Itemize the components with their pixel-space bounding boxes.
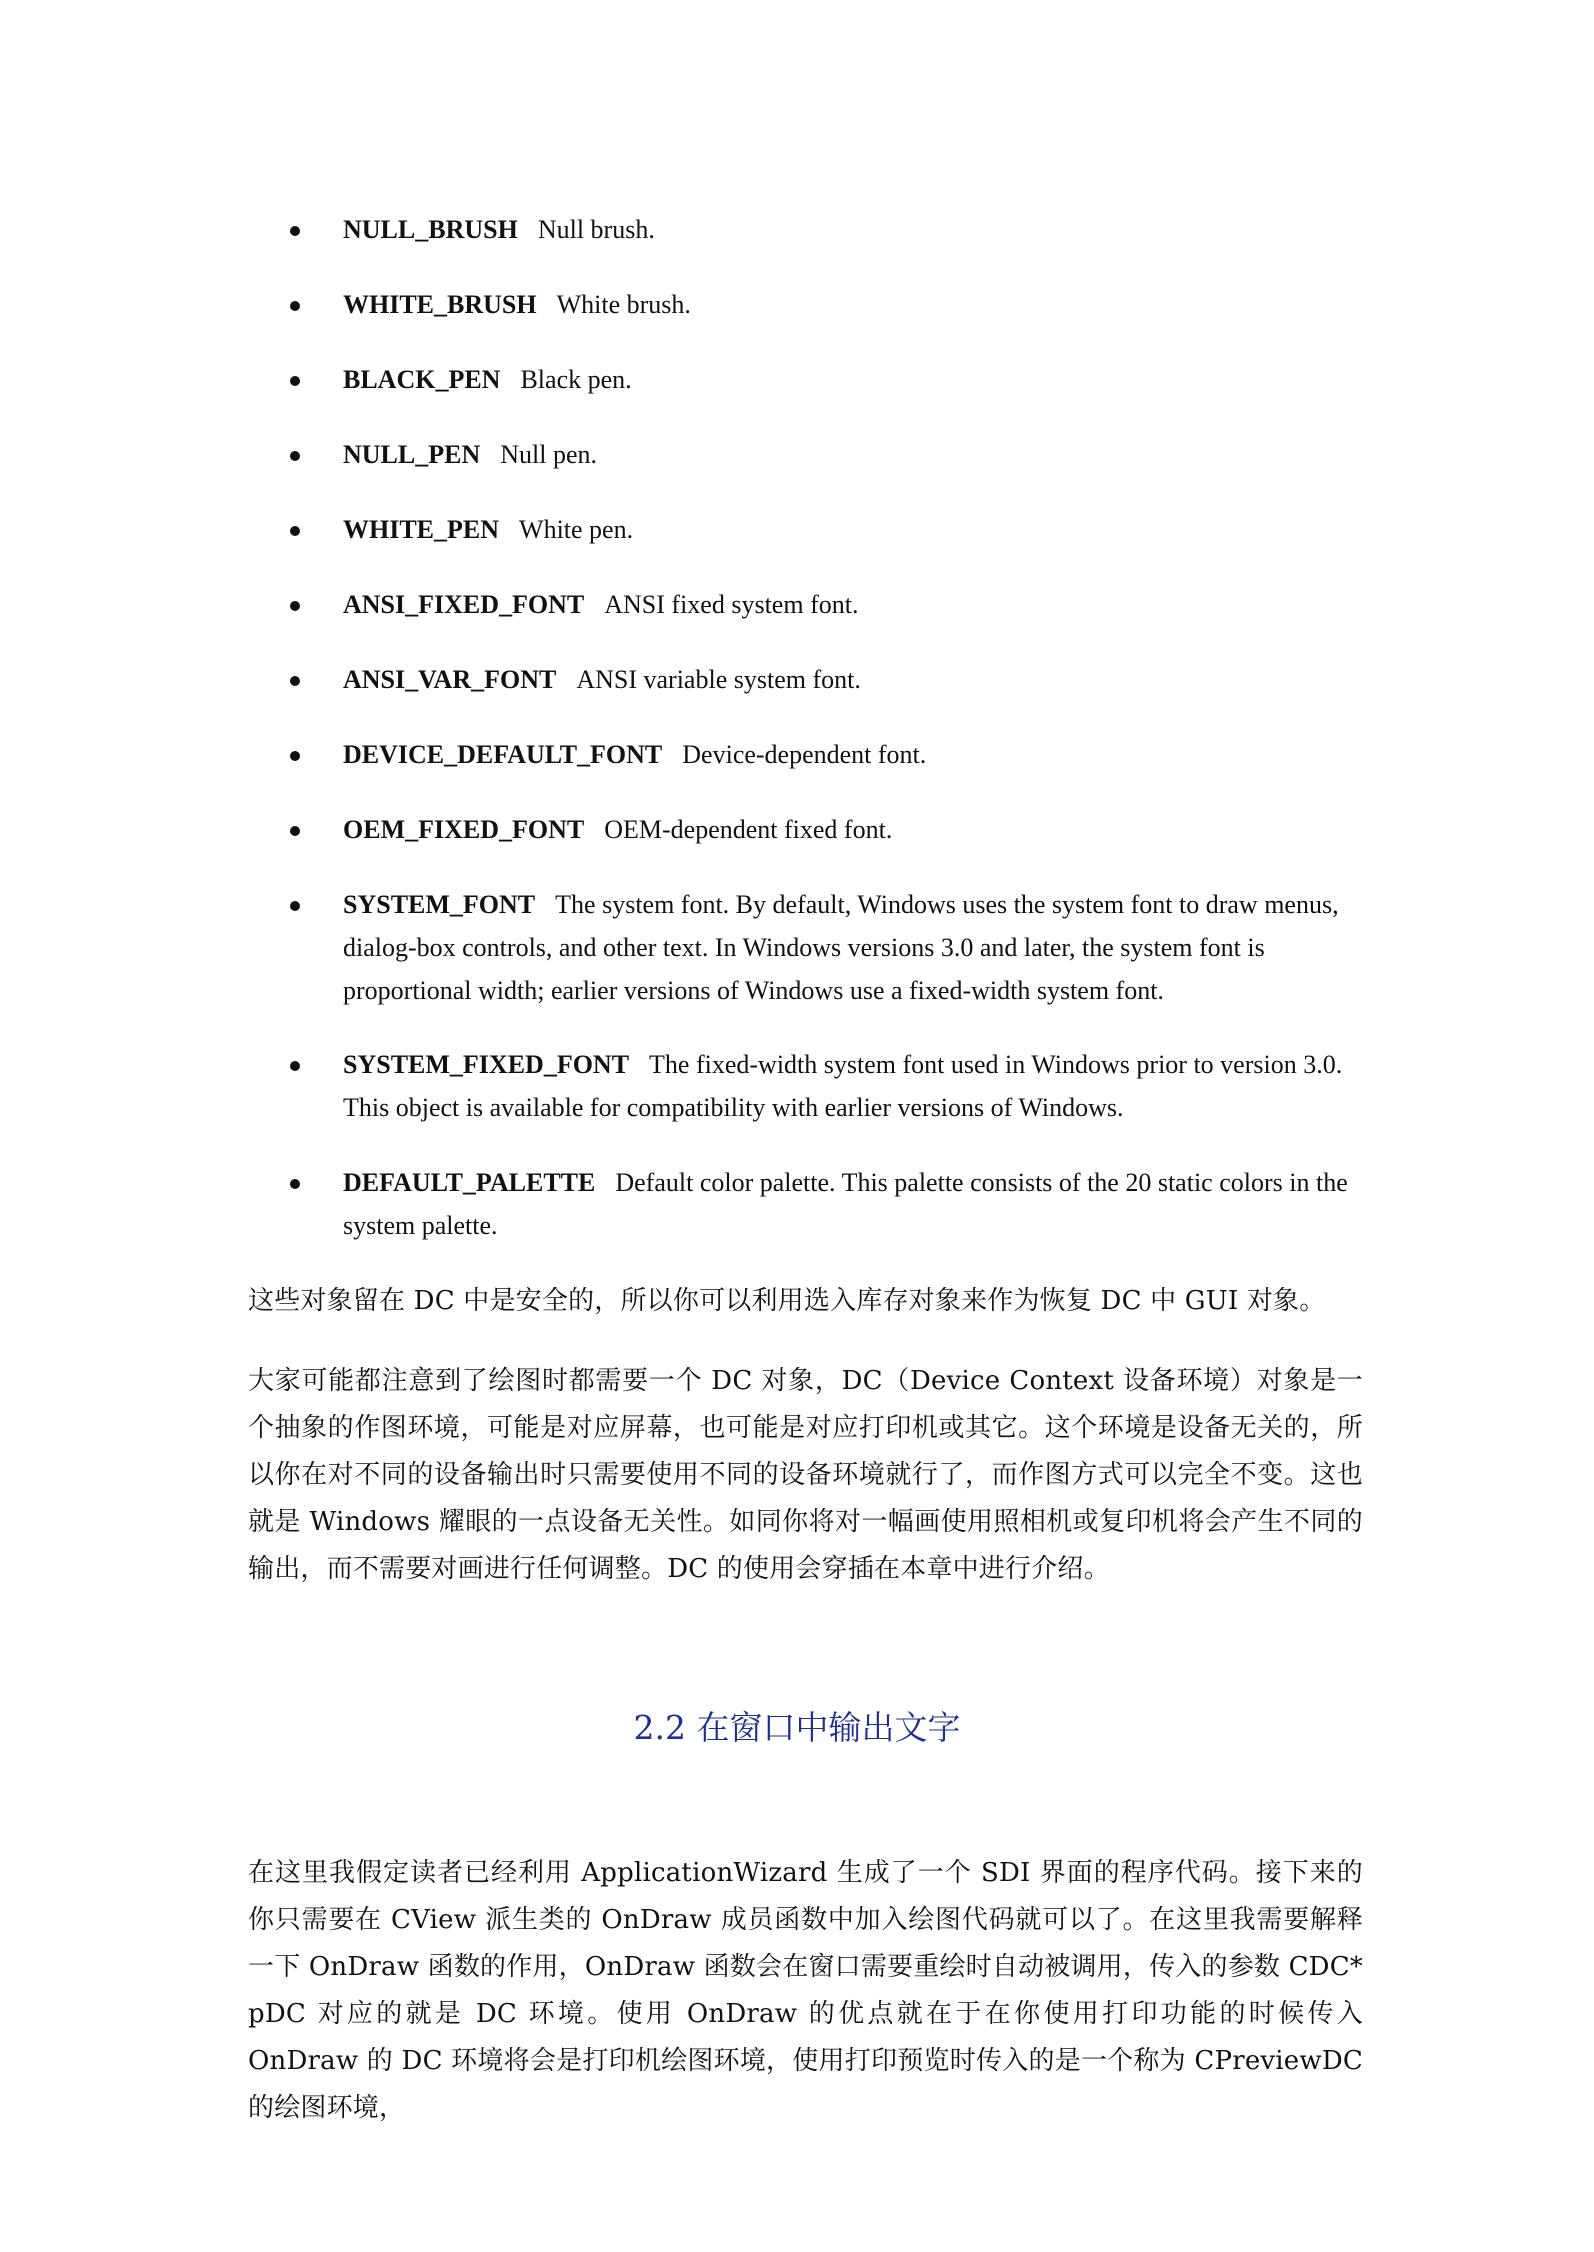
list-item-desc: ANSI variable system font. [576, 665, 861, 694]
list-item-desc: OEM-dependent fixed font. [604, 815, 893, 844]
list-item-term: NULL_PEN [343, 440, 481, 469]
bullet-icon [290, 901, 300, 911]
list-item-desc: White pen. [519, 515, 634, 544]
list-item-term: ANSI_VAR_FONT [343, 665, 557, 694]
bullet-icon [290, 1061, 300, 1071]
list-item-term: WHITE_PEN [343, 515, 500, 544]
bullet-icon [290, 376, 300, 386]
list-item-term: DEFAULT_PALETTE [343, 1168, 596, 1197]
bullet-icon [290, 1179, 300, 1189]
list-item-desc: Null pen. [500, 440, 598, 469]
list-item-desc: Default color palette. This palette consists of the 20 static colors in the system palette. [343, 1168, 1348, 1240]
bullet-icon [290, 301, 300, 311]
paragraph-stock-objects: 这些对象留在 DC 中是安全的，所以你可以利用选入库存对象来作为恢复 DC 中 GUI 对象。 [248, 1286, 1326, 1316]
list-item-desc: Black pen. [520, 365, 632, 394]
bullet-icon [290, 676, 300, 686]
list-item-term: NULL_BRUSH [343, 215, 518, 244]
list-item-term: OEM_FIXED_FONT [343, 815, 585, 844]
list-item-desc: Null brush. [537, 215, 655, 244]
bullet-icon [290, 451, 300, 461]
list-item-desc: Device-dependent font. [682, 740, 927, 769]
paragraph-ondraw: 在这里我假定读者已经利用 ApplicationWizard 生成了一个 SDI 界面的程序代码。接下来的你只需要在 CView 派生类的 OnDraw 成员函数中加入绘图代码就可以了。在这里我需要解释一下 OnDraw 函数的作用，OnDraw 函数会在窗口需要重绘时自动被调用，传入的参数 CDC* pDC 对应的就是 DC 环境。使用 OnDraw 的优点就在于在你使用打印功能的时候传入 OnDraw 的 DC 环境将会是打印机绘图环境，使用打印预览时传入的是一个称为 CPreviewDC 的绘图环境， [248, 1858, 1363, 2123]
list-item-term: SYSTEM_FONT [343, 890, 536, 919]
bullet-icon [290, 601, 300, 611]
list-item-desc: ANSI fixed system font. [604, 590, 859, 619]
bullet-icon [290, 826, 300, 836]
list-item-term: WHITE_BRUSH [343, 290, 537, 319]
bullet-icon [290, 226, 300, 236]
section-title: 2.2 在窗口中输出文字 [633, 1708, 961, 1747]
list-item-term: DEVICE_DEFAULT_FONT [343, 740, 663, 769]
list-item-desc: The system font. By default, Windows uses the system font to draw menus, dialog-box controls, and other text. In Windows versions 3.0 and later, the system font is proportional width; earlier versions of Windows use a fixed-width system font. [343, 890, 1339, 1005]
list-item-term: ANSI_FIXED_FONT [343, 590, 585, 619]
bullet-icon [290, 526, 300, 536]
paragraph-device-context: 大家可能都注意到了绘图时都需要一个 DC 对象，DC（Device Context 设备环境）对象是一个抽象的作图环境，可能是对应屏幕，也可能是对应打印机或其它。这个环境是设备无关的，所以你在对不同的设备输出时只需要使用不同的设备环境就行了，而作图方式可以完全不变。这也就是 Windows 耀眼的一点设备无关性。如同你将对一幅画使用照相机或复印机将会产生不同的输出，而不需要对画进行任何调整。DC 的使用会穿插在本章中进行介绍。 [248, 1366, 1363, 1584]
list-item-desc: The fixed-width system font used in Windows prior to version 3.0. This object is available for compatibility with earlier versions of Windows. [343, 1050, 1343, 1122]
list-item-term: SYSTEM_FIXED_FONT [343, 1050, 630, 1079]
list-item-term: BLACK_PEN [343, 365, 501, 394]
list-item-desc: White brush. [556, 290, 691, 319]
bullet-icon [290, 751, 300, 761]
